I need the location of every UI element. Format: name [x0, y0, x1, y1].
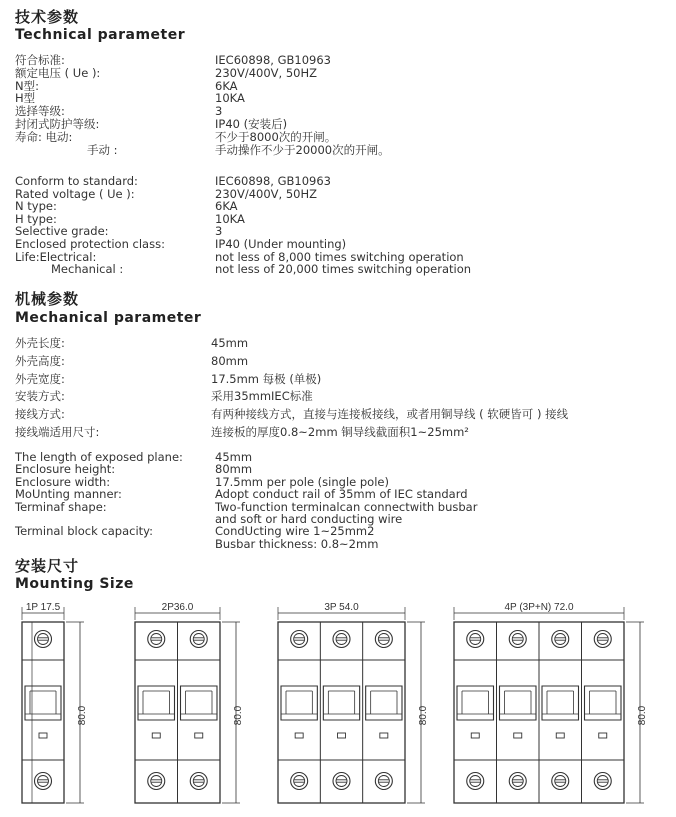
terminal-screw: [35, 631, 52, 648]
mechanical-title-en: Mechanical parameter: [15, 310, 202, 326]
param-value: 230V/400V, 50HZ: [215, 65, 317, 80]
param-label: Conform to standard:: [15, 174, 138, 188]
param-value: 6KA: [215, 78, 238, 93]
param-label: Terminaf shape:: [15, 499, 107, 514]
width-label: 2P36.0: [161, 602, 194, 613]
param-label: 外壳长度:: [15, 336, 65, 350]
param-label: N型:: [15, 78, 39, 93]
breaker-diagram-4p: [454, 602, 648, 803]
param-value: 不少于8000次的开闸。: [215, 129, 337, 144]
param-label: Enclosure height:: [15, 462, 116, 477]
param-label: 寿命: 电动:: [15, 129, 73, 144]
param-value: Busbar thickness: 0.8~2mm: [215, 536, 379, 551]
terminal-screw: [552, 631, 569, 648]
param-value: not less of 8,000 times switching operation: [215, 249, 464, 264]
mounting-title-en: Mounting Size: [15, 576, 134, 592]
param-value: 10KA: [215, 91, 245, 106]
terminal-screw: [291, 631, 308, 648]
param-value: and soft or hard conducting wire: [215, 512, 403, 526]
param-label: H型: [15, 91, 36, 106]
param-label: 外壳宽度:: [15, 371, 65, 386]
breaker-diagram-3p: [278, 602, 429, 803]
width-label: 4P (3P+N) 72.0: [504, 602, 574, 613]
param-label: Life:Electrical:: [15, 249, 97, 264]
param-value: 3: [215, 224, 223, 239]
technical-title-cn: 技术参数: [15, 8, 80, 26]
param-label: Enclosure width:: [15, 474, 111, 489]
param-value: IP40 (Under mounting): [215, 237, 347, 251]
param-label: Selective grade:: [15, 224, 109, 239]
param-value: 17.5mm per pole (single pole): [215, 474, 389, 489]
width-label: 1P 17.5: [25, 602, 61, 613]
terminal-screw: [333, 631, 350, 648]
param-label: Terminal block capacity:: [15, 524, 154, 539]
param-value: 采用35mmIEC标准: [211, 389, 313, 404]
mounting-title-cn: 安装尺寸: [15, 557, 80, 575]
param-label: 外壳高度:: [15, 353, 65, 368]
mechanical-title-cn: 机械参数: [15, 290, 80, 308]
terminal-screw: [594, 773, 611, 790]
param-value: 连接板的厚度0.8~2mm 铜导线截面积1~25mm²: [211, 425, 469, 439]
param-label: 符合标准:: [15, 53, 65, 67]
param-label: Rated voltage ( Ue ):: [15, 186, 135, 201]
height-label: 80.0: [77, 705, 88, 726]
param-label: 接线方式:: [15, 407, 65, 422]
terminal-screw: [467, 631, 484, 648]
technical-title-en: Technical parameter: [15, 27, 186, 43]
width-label: 3P 54.0: [324, 602, 359, 613]
param-value: 80mm: [215, 462, 253, 477]
terminal-screw: [333, 773, 350, 790]
param-label: 安装方式:: [15, 389, 65, 404]
terminal-screw: [375, 773, 392, 790]
param-value: 6KA: [215, 199, 238, 214]
param-value: 手动操作不少于20000次的开闸。: [215, 142, 390, 157]
param-label: N type:: [15, 199, 57, 214]
param-label: 接线端适用尺寸:: [15, 425, 100, 439]
breaker-diagram-2p: [135, 602, 244, 803]
breaker-diagram-1p: [22, 602, 88, 803]
param-value: 10KA: [215, 211, 245, 226]
param-label: 封闭式防护等级:: [15, 117, 100, 131]
height-label: 80.0: [637, 705, 648, 726]
terminal-screw: [291, 773, 308, 790]
terminal-screw: [375, 631, 392, 648]
param-value: 230V/400V, 50HZ: [215, 186, 317, 201]
param-value: Two-function terminalcan connectwith busbar: [215, 499, 478, 514]
terminal-screw: [594, 631, 611, 648]
param-label: H type:: [15, 211, 57, 226]
param-value: Adopt conduct rail of 35mm of IEC standard: [215, 487, 468, 502]
param-value: 17.5mm 每极 (单极): [211, 371, 322, 386]
terminal-screw: [509, 631, 526, 648]
param-label: MoUnting manner:: [15, 487, 122, 502]
height-label: 80.0: [233, 705, 244, 726]
param-value: 有两种接线方式，直接与连接板接线，或者用铜导线 ( 软硬皆可 ) 接线: [211, 407, 569, 422]
terminal-screw: [552, 773, 569, 790]
param-value: IEC60898, GB10963: [215, 174, 331, 188]
terminal-screw: [509, 773, 526, 790]
param-label: 额定电压 ( Ue ):: [15, 65, 101, 80]
param-value: IP40 (安装后): [215, 117, 288, 131]
param-value: IEC60898, GB10963: [215, 53, 331, 67]
param-value: CondUcting wire 1~25mm2: [215, 524, 375, 539]
param-label: 选择等级:: [15, 104, 65, 119]
terminal-screw: [35, 773, 52, 790]
param-value: 3: [215, 104, 223, 119]
param-value: 45mm: [215, 450, 253, 464]
terminal-screw: [467, 773, 484, 790]
param-label: Mechanical :: [51, 262, 124, 277]
param-value: not less of 20,000 times switching operation: [215, 262, 472, 277]
param-label: The length of exposed plane:: [15, 450, 183, 464]
param-label: Enclosed protection class:: [15, 237, 165, 251]
height-label: 80.0: [418, 705, 429, 726]
param-label: 手动 :: [87, 142, 118, 157]
param-value: 80mm: [211, 353, 249, 368]
param-value: 45mm: [211, 336, 249, 350]
